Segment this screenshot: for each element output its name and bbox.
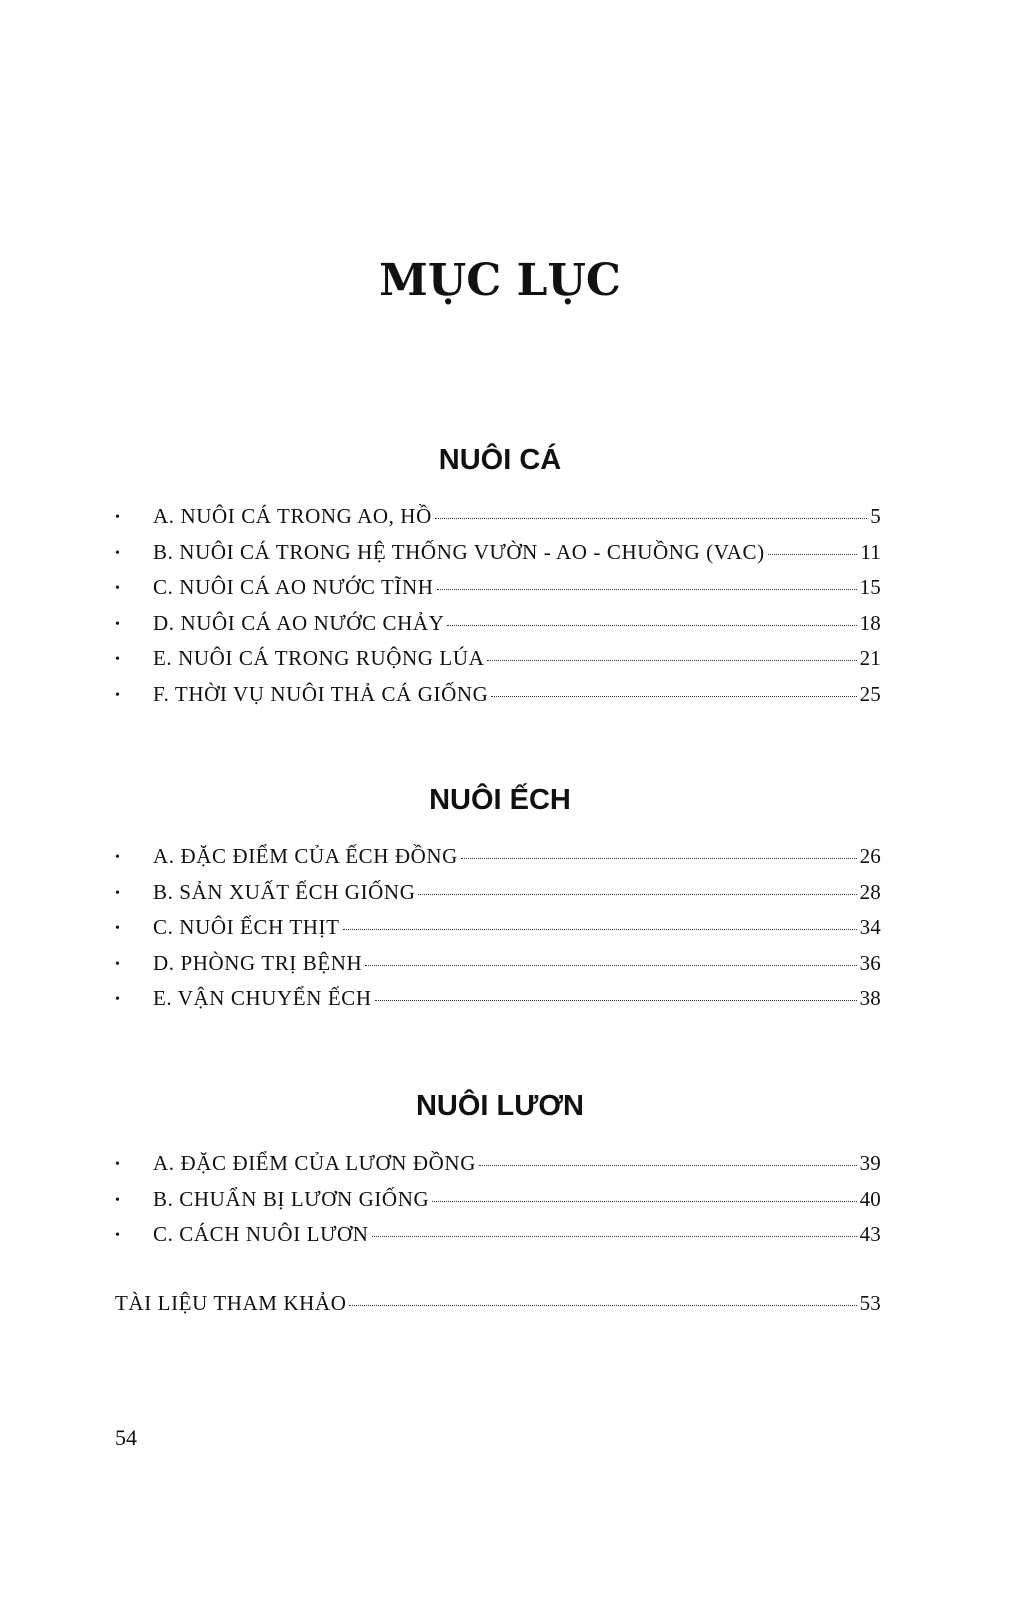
toc-entry-page: 28 — [859, 879, 881, 904]
toc-entry-page: 11 — [860, 539, 881, 564]
bullet-icon: • — [115, 616, 121, 632]
toc-entry-label: E. VẬN CHUYỂN ẾCH — [153, 986, 372, 1010]
toc-entry-label: C. CÁCH NUÔI LƯƠN — [153, 1222, 369, 1246]
toc-entry-label: B. SẢN XUẤT ẾCH GIỐNG — [153, 879, 416, 904]
toc-entry-label: C. NUÔI CÁ AO NƯỚC TĨNH — [153, 575, 434, 599]
toc-entry-page: 26 — [859, 844, 881, 868]
dot-leader — [437, 589, 857, 590]
toc-entry-page: 15 — [859, 575, 881, 599]
toc-entry[interactable] — [115, 646, 881, 682]
references-label: TÀI LIỆU THAM KHẢO — [115, 1291, 347, 1315]
toc-entry[interactable] — [115, 915, 881, 951]
toc-entry[interactable] — [115, 682, 881, 718]
bullet-icon: • — [115, 581, 121, 596]
toc-entry-label: A. NUÔI CÁ TRONG AO, HỒ — [153, 504, 432, 528]
bullet-icon: • — [115, 545, 121, 561]
toc-entry-page: 25 — [859, 681, 881, 706]
bullet-icon: • — [115, 850, 121, 865]
toc-entry-label: D. NUÔI CÁ AO NƯỚC CHẢY — [153, 610, 445, 635]
toc-entry-page: 36 — [859, 950, 881, 975]
dot-leader — [487, 660, 856, 661]
bullet-icon: • — [115, 992, 121, 1007]
bullet-icon: • — [115, 1157, 121, 1172]
bullet-icon: • — [115, 956, 121, 972]
toc-entry-label: A. ĐẶC ĐIỂM CỦA LƯƠN ĐỒNG — [153, 1151, 476, 1175]
toc-entry[interactable] — [115, 540, 881, 576]
toc-entry-label: E. NUÔI CÁ TRONG RUỘNG LÚA — [153, 646, 485, 670]
toc-entry[interactable] — [115, 1151, 881, 1187]
bullet-icon: • — [115, 687, 121, 703]
toc-entry-label: F. THỜI VỤ NUÔI THẢ CÁ GIỐNG — [153, 681, 489, 706]
toc-entry[interactable] — [115, 1222, 881, 1258]
toc-entry[interactable] — [115, 504, 881, 540]
bullet-icon: • — [115, 1192, 121, 1208]
toc-entry[interactable] — [115, 880, 881, 916]
bullet-icon: • — [115, 885, 121, 901]
toc-entry-page: 38 — [859, 986, 881, 1010]
dot-leader — [435, 518, 867, 519]
dot-leader — [372, 1236, 857, 1237]
bullet-icon: • — [115, 921, 121, 936]
toc-entry-page: 34 — [859, 915, 881, 939]
dot-leader — [418, 894, 856, 895]
toc-entry-label: B. NUÔI CÁ TRONG HỆ THỐNG VƯỜN - AO - CHUỒNG (VAC) — [153, 539, 765, 564]
toc-entry-page: 39 — [859, 1151, 881, 1175]
toc-entry[interactable] — [115, 575, 881, 611]
toc-entry-references[interactable] — [115, 1291, 881, 1316]
section-heading-nuoi-luon: NUÔI LƯƠN — [415, 1090, 584, 1122]
bullet-icon: • — [115, 510, 121, 525]
toc-entry[interactable] — [115, 611, 881, 647]
toc-entry[interactable] — [115, 951, 881, 987]
dot-leader — [491, 696, 856, 697]
toc-entry-page: 21 — [859, 646, 881, 670]
toc-entry[interactable] — [115, 1187, 881, 1223]
toc-entry-label: A. ĐẶC ĐIỂM CỦA ẾCH ĐỒNG — [153, 844, 458, 868]
toc-entry[interactable] — [115, 844, 881, 880]
toc-entry-label: D. PHÒNG TRỊ BỆNH — [153, 950, 363, 975]
page-number: 54 — [115, 1425, 137, 1450]
dot-leader — [375, 1000, 857, 1001]
toc-entry-page: 43 — [859, 1222, 881, 1246]
toc-entry-page: 18 — [859, 610, 881, 635]
section-heading-nuoi-ech: NUÔI ẾCH — [429, 784, 571, 816]
toc-list-nuoi-luon — [115, 1151, 881, 1258]
page-title: MỤC LỤC — [379, 255, 621, 306]
toc-entry-page: 5 — [870, 504, 881, 528]
toc-list-nuoi-ech — [115, 844, 881, 1022]
dot-leader — [768, 554, 858, 555]
dot-leader — [343, 929, 857, 930]
dot-leader — [349, 1305, 856, 1306]
references-page: 53 — [859, 1291, 881, 1315]
dot-leader — [432, 1201, 856, 1202]
dot-leader — [479, 1165, 857, 1166]
section-heading-nuoi-ca: NUÔI CÁ — [438, 444, 562, 476]
dot-leader — [365, 965, 856, 966]
toc-entry-label: C. NUÔI ẾCH THỊT — [153, 915, 340, 939]
toc-entry[interactable] — [115, 986, 881, 1022]
bullet-icon: • — [115, 652, 121, 667]
bullet-icon: • — [115, 1228, 121, 1243]
toc-list-nuoi-ca — [115, 504, 881, 717]
dot-leader — [461, 858, 857, 859]
toc-entry-page: 40 — [859, 1186, 881, 1211]
toc-entry-label: B. CHUẨN BỊ LƯƠN GIỐNG — [153, 1186, 430, 1211]
dot-leader — [447, 625, 856, 626]
